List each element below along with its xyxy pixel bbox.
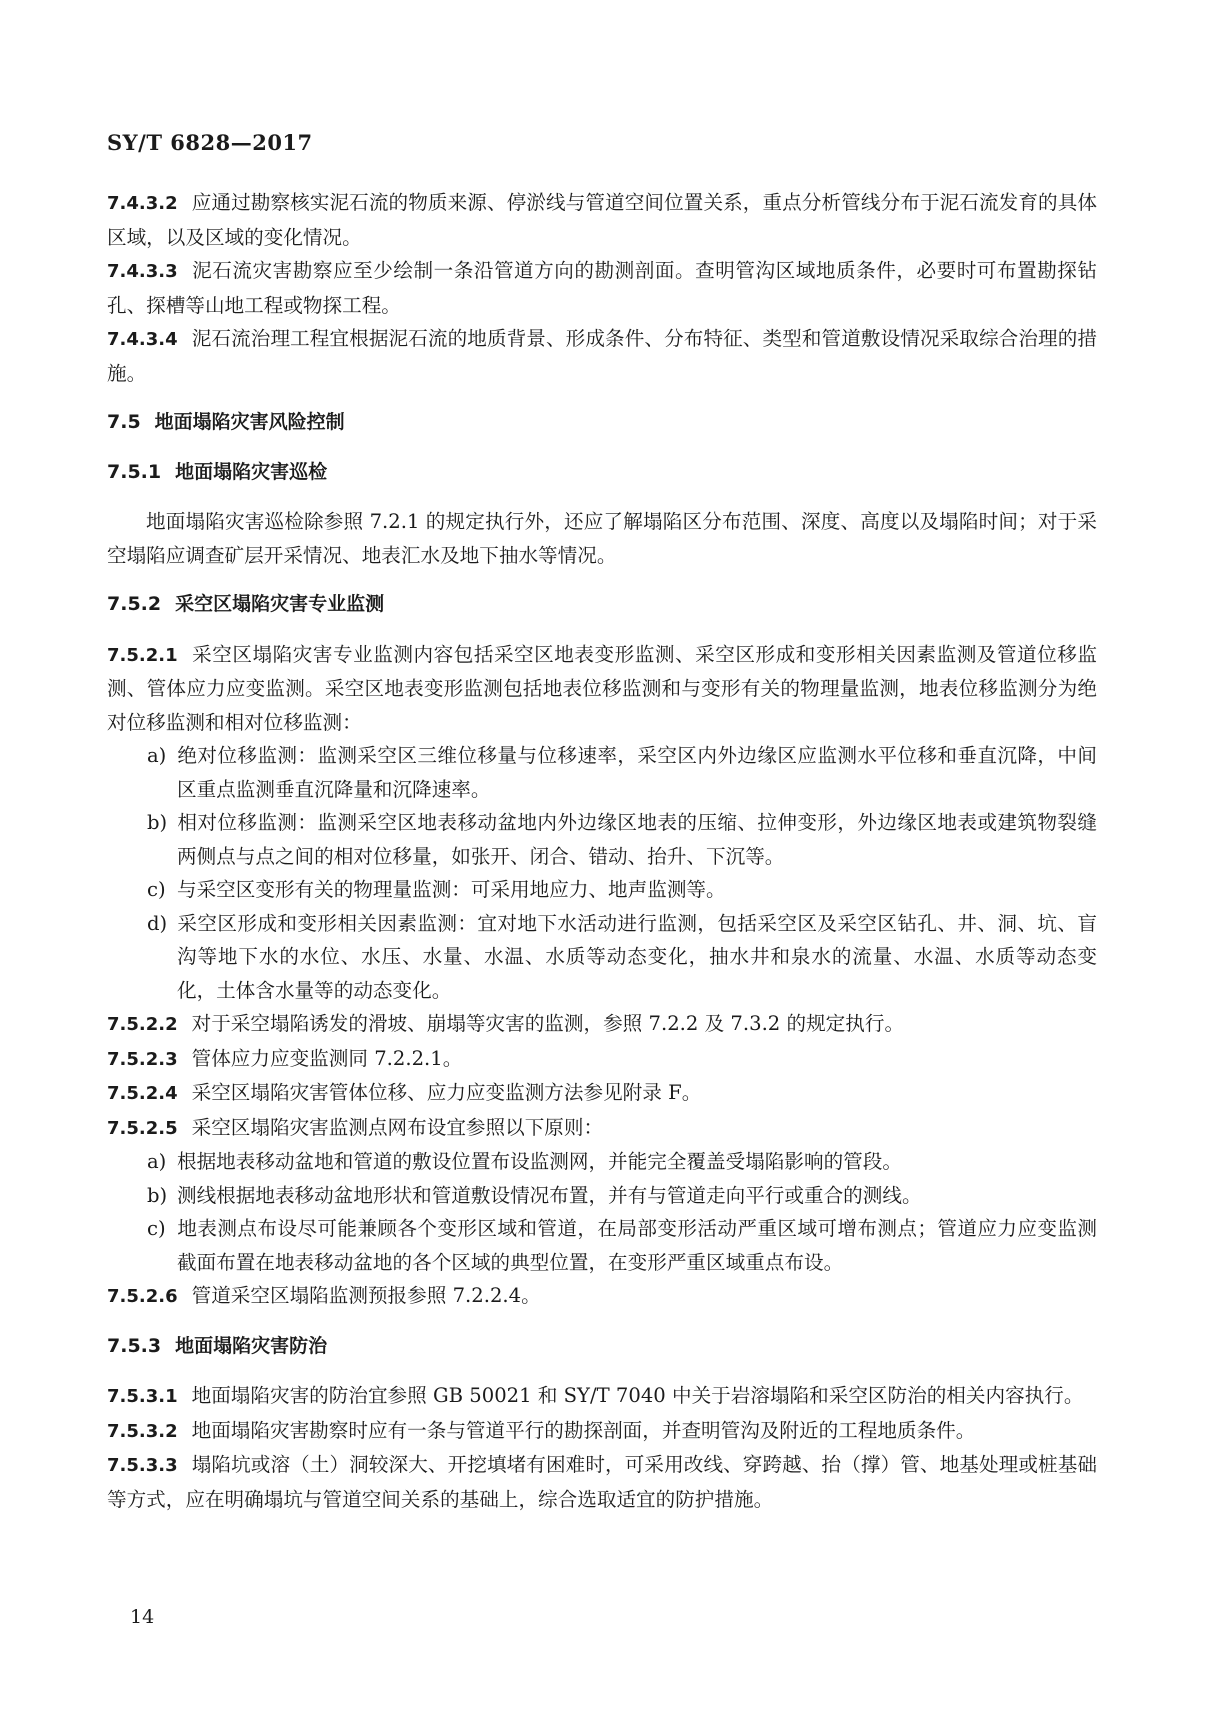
list-text: 与采空区变形有关的物理量监测：可采用地应力、地声监测等。 [177, 878, 726, 901]
clause-7-4-3-3 [107, 254, 1097, 322]
list-item [147, 907, 1097, 1008]
clause-number: 7.5.3.1 [107, 1386, 178, 1407]
heading-number: 7.5.2 [107, 593, 162, 615]
clause-number: 7.5.2.6 [107, 1286, 178, 1307]
clause-number: 7.5.2.5 [107, 1117, 178, 1139]
heading-title: 采空区塌陷灾害专业监测 [175, 593, 385, 615]
clause-text: 采空区塌陷灾害监测点网布设宜参照以下原则： [191, 1115, 604, 1139]
clause-7-5-3-3 [107, 1448, 1097, 1516]
clause-text: 应通过勘察核实泥石流的物质来源、停淤线与管道空间位置关系，重点分析管线分布于泥石流发育的具体区域，以及区域的变化情况。 [107, 191, 1097, 249]
list-item [147, 806, 1097, 873]
list-item [147, 1179, 1097, 1213]
list-text: 根据地表移动盆地和管道的敷设位置布设监测网，并能完全覆盖受塌陷影响的管段。 [177, 1150, 902, 1173]
clause-7-5-2-6 [107, 1279, 1097, 1314]
clause-text: 地面塌陷灾害的防治宜参照 GB 50021 和 SY/T 7040 中关于岩溶塌陷和采空区防治的相关内容执行。 [191, 1384, 1084, 1407]
list-label: a) [147, 1150, 167, 1173]
list-label: b) [147, 811, 168, 834]
clause-number: 7.4.3.2 [107, 193, 178, 214]
list-label: d) [147, 911, 168, 935]
heading-title: 地面塌陷灾害防治 [175, 1334, 328, 1357]
heading-title: 地面塌陷灾害风险控制 [154, 411, 345, 433]
clause-7-5-3-1 [107, 1379, 1097, 1414]
list-text: 采空区形成和变形相关因素监测：宜对地下水活动进行监测，包括采空区及采空区钻孔、井、洞、坑、盲沟等地下水的水位、水压、水量、水温、水质等动态变化，抽水井和泉水的流量、水温、水质等动态变化，土体含水量等的动态变化。 [177, 911, 1097, 1002]
clause-7-4-3-4 [107, 322, 1097, 390]
heading-7-5-2 [107, 588, 1097, 622]
clause-number: 7.4.3.4 [107, 329, 178, 350]
clause-7-5-2-3 [107, 1042, 1097, 1077]
clause-number: 7.5.2.1 [107, 644, 178, 666]
clause-text: 管道采空区塌陷监测预报参照 7.2.2.4。 [191, 1284, 541, 1307]
clause-text: 塌陷坑或溶（土）洞较深大、开挖填堵有困难时，可采用改线、穿跨越、抬（撑）管、地基处理或桩基础等方式，应在明确塌坑与管道空间关系的基础上，综合选取适宜的防护措施。 [107, 1453, 1097, 1511]
clause-text: 管体应力应变监测同 7.2.2.1。 [191, 1046, 463, 1070]
heading-number: 7.5 [107, 411, 141, 433]
list-text: 测线根据地表移动盆地形状和管道敷设情况布置，并有与管道走向平行或重合的测线。 [177, 1183, 922, 1207]
list-item [147, 873, 1097, 907]
list-label: b) [147, 1183, 168, 1207]
heading-number: 7.5.1 [107, 460, 162, 483]
page-number: 14 [130, 1606, 155, 1628]
page-content [107, 186, 1097, 1516]
list-text: 地表测点布设尽可能兼顾各个变形区域和管道，在局部变形活动严重区域可增布测点；管道应力应变监测截面布置在地表移动盆地的各个区域的典型位置，在变形严重区域重点布设。 [177, 1217, 1097, 1274]
list-label: c) [147, 878, 166, 901]
document-code: SY/T 6828—2017 [107, 130, 313, 155]
heading-7-5-3 [107, 1330, 1097, 1364]
clause-text: 采空区塌陷灾害管体位移、应力应变监测方法参见附录 F。 [191, 1081, 702, 1104]
clause-text: 地面塌陷灾害勘察时应有一条与管道平行的勘探剖面，并查明管沟及附近的工程地质条件。 [191, 1418, 976, 1442]
clause-7-5-2-1 [107, 638, 1097, 740]
clause-number: 7.5.2.3 [107, 1048, 178, 1070]
clause-text: 采空区塌陷灾害专业监测内容包括采空区地表变形监测、采空区形成和变形相关因素监测及管道位移监测、管体应力应变监测。采空区地表变形监测包括地表位移监测和与变形有关的物理量监测，地表位移监测分为绝对位移监测和相对位移监测： [107, 642, 1097, 734]
clause-number: 7.5.2.2 [107, 1014, 178, 1035]
clause-text: 泥石流治理工程宜根据泥石流的地质背景、形成条件、分布特征、类型和管道敷设情况采取综合治理的措施。 [107, 327, 1097, 385]
list-text: 绝对位移监测：监测采空区三维位移量与位移速率，采空区内外边缘区应监测水平位移和垂直沉降，中间区重点监测垂直沉降量和沉降速率。 [177, 744, 1097, 801]
clause-number: 7.5.3.3 [107, 1455, 178, 1476]
clause-number: 7.4.3.3 [107, 261, 178, 282]
clause-7-5-3-2 [107, 1414, 1097, 1449]
clause-7-5-2-2 [107, 1007, 1097, 1042]
heading-7-5 [107, 406, 1097, 440]
list-item [147, 1212, 1097, 1279]
clause-text: 泥石流灾害勘察应至少绘制一条沿管道方向的勘测剖面。查明管沟区域地质条件，必要时可布置勘探钻孔、探槽等山地工程或物探工程。 [107, 259, 1097, 317]
list-text: 相对位移监测：监测采空区地表移动盆地内外边缘区地表的压缩、拉伸变形，外边缘区地表或建筑物裂缝两侧点与点之间的相对位移量，如张开、闭合、错动、抬升、下沉等。 [177, 811, 1097, 868]
list-item [147, 739, 1097, 806]
heading-7-5-1 [107, 456, 1097, 490]
paragraph-7-5-1: 地面塌陷灾害巡检除参照 7.2.1 的规定执行外，还应了解塌陷区分布范围、深度、高度以及塌陷时间；对于采空塌陷应调查矿层开采情况、地表汇水及地下抽水等情况。 [107, 510, 1097, 567]
clause-7-5-2-4 [107, 1076, 1097, 1111]
clause-number: 7.5.2.4 [107, 1083, 178, 1104]
clause-text: 对于采空塌陷诱发的滑坡、崩塌等灾害的监测，参照 7.2.2 及 7.3.2 的规定执行。 [191, 1012, 905, 1035]
heading-title: 地面塌陷灾害巡检 [175, 460, 328, 483]
clause-number: 7.5.3.2 [107, 1420, 178, 1442]
list-item [147, 1145, 1097, 1179]
list-label: a) [147, 744, 167, 767]
clause-7-4-3-2 [107, 186, 1097, 254]
list-label: c) [147, 1217, 166, 1240]
heading-number: 7.5.3 [107, 1334, 162, 1357]
clause-7-5-2-5 [107, 1111, 1097, 1146]
